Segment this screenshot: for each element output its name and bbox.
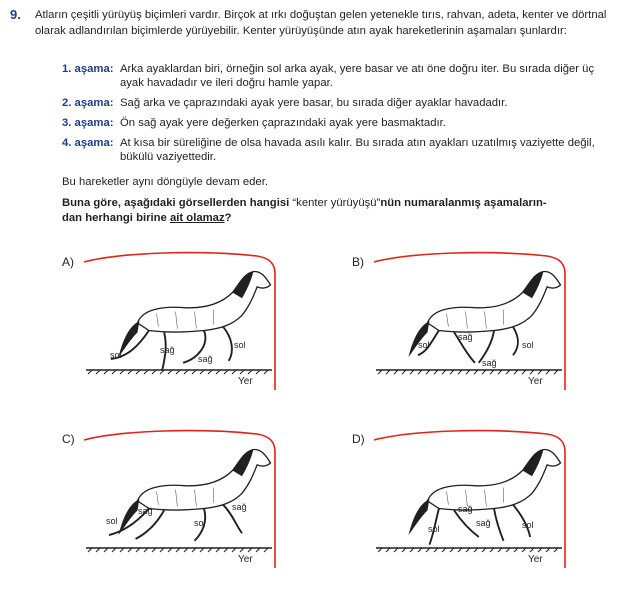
question-number: 9.: [10, 7, 21, 22]
prompt-quote: “kenter yürüyüşü”: [289, 197, 381, 209]
horse-figure: [409, 272, 561, 363]
prompt-end: ?: [224, 212, 232, 224]
option-b-illustration: [372, 250, 572, 395]
leg-label: sağ: [482, 358, 497, 368]
ground-label: Yer: [528, 376, 543, 387]
option-d-illustration: [372, 428, 572, 573]
prompt-line-2: dan herhangi birine: [62, 212, 170, 224]
option-letter: C): [62, 432, 75, 446]
leg-label: sağ: [476, 518, 491, 528]
step-3: [62, 116, 618, 130]
prompt-bold-2: nün numaralanmış aşamaların-: [380, 197, 547, 209]
ground-label: Yer: [528, 554, 543, 565]
leg-label: sağ: [198, 354, 213, 364]
leg-label: sol: [428, 524, 440, 534]
option-letter: D): [352, 432, 365, 446]
leg-label: sağ: [138, 506, 153, 516]
leg-label: sol: [522, 340, 534, 350]
ground-label: Yer: [238, 376, 253, 387]
prompt-underlined: ait olamaz: [169, 212, 225, 224]
step-label: 1. aşama:: [62, 63, 114, 75]
step-4: [62, 136, 618, 164]
option-c-illustration: [82, 428, 282, 573]
option-d[interactable]: [372, 428, 572, 573]
leg-label: sol: [194, 518, 206, 528]
leg-label: sol: [234, 340, 246, 350]
step-label: 3. aşama:: [62, 117, 114, 129]
option-c[interactable]: [82, 428, 282, 573]
step-2: [62, 96, 618, 110]
leg-label: sağ: [160, 345, 175, 355]
step-1: [62, 62, 618, 90]
leg-label: sol: [106, 516, 118, 526]
step-text: Ön sağ ayak yere değerken çaprazındaki ayak yere basmaktadır.: [120, 117, 446, 129]
option-letter: B): [352, 255, 364, 269]
option-b[interactable]: [372, 250, 572, 395]
question-prompt: [62, 196, 622, 226]
leg-label: sağ: [458, 504, 473, 514]
steps-list: [62, 62, 618, 170]
step-text: Arka ayaklardan biri, örneğin sol arka ayak, yere basar ve atı öne doğru iter. Bu sırada diğer üç ayak havadadır ve ileri doğru hamle yapar.: [120, 63, 595, 89]
leg-label: sağ: [458, 332, 473, 342]
cycle-note: Bu hareketler aynı döngüyle devam eder.: [62, 176, 268, 188]
option-a-illustration: [82, 250, 282, 395]
step-text: Sağ arka ve çaprazındaki ayak yere basar, bu sırada diğer ayaklar havadadır.: [120, 97, 508, 109]
leg-label: sağ: [232, 502, 247, 512]
ground-label: Yer: [238, 554, 253, 565]
step-label: 2. aşama:: [62, 97, 114, 109]
horse-figure: [111, 272, 271, 371]
option-a[interactable]: [82, 250, 282, 395]
horse-figure: [109, 450, 271, 541]
leg-label: sol: [110, 350, 122, 360]
prompt-bold-1: Buna göre, aşağıdaki görsellerden hangisi: [62, 197, 290, 209]
option-letter: A): [62, 255, 74, 269]
leg-label: sol: [522, 520, 534, 530]
question-intro: Atların çeşitli yürüyüş biçimleri vardır. Birçok at ırkı doğuştan gelen yetenekle tırıs, rahvan, adeta, kenter ve dörtnal olarak adlandırılan biçimlerde yürüyebilir. Kenter yürüyüşünde atın ayak hareketlerinin aşamaları şunlardır:: [35, 9, 607, 37]
leg-label: sol: [418, 340, 430, 350]
step-label: 4. aşama:: [62, 137, 114, 149]
step-text: At kısa bir süreliğine de olsa havada asılı kalır. Bu sırada atın ayakları uzatılmış vaziyette değil, bükülü vaziyettedir.: [120, 137, 595, 163]
